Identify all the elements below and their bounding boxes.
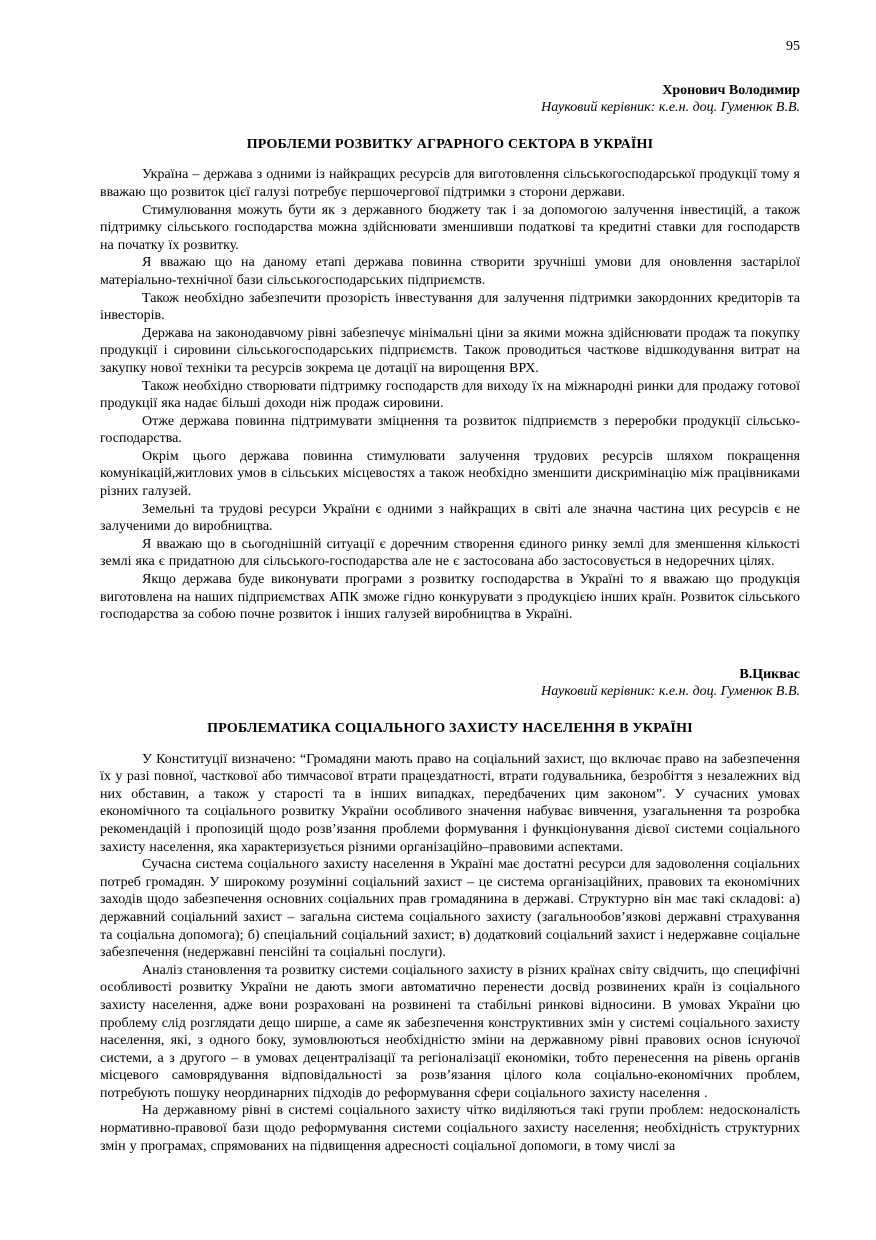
page-number: 95: [786, 39, 800, 54]
article-supervisor: Науковий керівник: к.е.н. доц. Гуменюк В.В.: [541, 684, 800, 700]
paragraph: Якщо держава буде виконувати програми з розвитку господарства в Україні то я вважаю що продукція виготовлена на наших підприємствах АПК зможе гідно конкурувати з продукцією інших країн. Розвиток сільського господарства за собою почне розвиток і інших галузей виробництва в Україні.: [100, 572, 800, 623]
paragraph: Отже держава повинна підтримувати зміцнення та розвиток підприємств з переробки продукції сільсько-господарства.: [100, 413, 800, 447]
paragraph: Україна – держава з одними із найкращих ресурсів для виготовлення сільськогосподарської продукції тому я вважаю що розвиток цієї галузі потребує першочергової підтримки з сторони держави.: [100, 167, 800, 200]
paragraph: Стимулювання можуть бути як з державного бюджету так і за допомогою залучення інвестицій, а також підтримку сільського господарства можна здійснювати зменшивши податкові та кредитні ставки для господарств на початку їх розвитку.: [100, 202, 800, 253]
article-agrarian-sector: [100, 82, 800, 624]
article-title: ПРОБЛЕМИ РОЗВИТКУ АГРАРНОГО СЕКТОРА В УКРАЇНІ: [246, 136, 654, 152]
paragraph: На державному рівні в системі соціального захисту чітко виділяються такі групи проблем: недосконалість нормативно-правової бази щодо реформування системи соціального захисту населення; необхідність структурних змін у програмах, спрямованих на підвищення адресності соціальної допомоги, в тому числі за: [100, 1103, 800, 1154]
paragraph: Окрім цього держава повинна стимулювати залучення трудових ресурсів шляхом покращення комунікацій,житлових умов в сільських місцевостях а також необхідно зменшити дискримінацію між працівниками різних галузей.: [100, 448, 800, 500]
article-author: В.Циквас: [739, 666, 800, 682]
paragraph: Я вважаю що в сьогоднішній ситуації є доречним створення єдиного ринку землі для зменшення кількості землі яка є придатною для сільського-господарства але не є застосована або застосовується в недоречних цілях.: [100, 536, 800, 570]
article-social-protection: [100, 666, 800, 1155]
paragraph: Аналіз становлення та розвитку системи соціального захисту в різних країнах світу свідчить, що специфічні особливості розвитку України не дають змоги автоматично перенести досвід розвинених країн із соціального захисту населення, адже вони розраховані на розвинені та стабільні ринкові відносини. В умовах України цю проблему слід розглядати дещо ширше, а саме як забезпечення конструктивних змін у системі соціального захисту населення, які, з одного боку, зумовлюються необхідністю зміни на державному рівні правових основ існуючої системи, а з другого – в умовах децентралізації та регіоналізації економіки, тобто перенесення на рівень органів місцевого самоврядування відповідальності за розв’язання цілого кола соціально-економічних проблем, потребують пошуку неординарних підходів до реформування сфери соціального захисту населення .: [100, 962, 800, 1101]
paragraph: Держава на законодавчому рівні забезпечує мінімальні ціни за якими можна здійснювати продаж та покупку продукції і сировини сільськогосподарських підприємств. Також проводиться часткове відшкодування витрат на закупку нової техніки та ресурсів зокрема це дотації на вирощення ВРХ.: [100, 325, 800, 376]
paragraph: Я вважаю що на даному етапі держава повинна створити зручніші умови для оновлення застарілої матеріально-технічної бази сільськогосподарських підприємств.: [100, 255, 800, 288]
paragraph: Також необхідно створювати підтримку господарств для виходу їх на міжнародні ринки для продажу готової продукції яка надає більші доходи ніж продаж сировини.: [100, 378, 800, 412]
article-author: Хронович Володимир: [662, 82, 800, 98]
article-supervisor: Науковий керівник: к.е.н. доц. Гуменюк В.В.: [541, 100, 800, 116]
paragraph: У Конституції визначено: “Громадяни мають право на соціальний захист, що включає право на забезпечення їх у разі повної, часткової або тимчасової втрати працездатності, втрати годувальника, безробіття з незалежних від них обставин, а також у старості та в інших випадках, передбачених цим законом”. У сучасних умовах економічного та соціального розвитку України особливого значення набуває вивчення, узагальнення та розробка рекомендацій і пропозицій щодо розв’язання проблеми формування і функціонування дієвої системи соціального захисту населення, яка характеризується різними організаційно–правовими аспектами.: [100, 751, 800, 855]
article-title: ПРОБЛЕМАТИКА СОЦІАЛЬНОГО ЗАХИСТУ НАСЕЛЕННЯ В УКРАЇНІ: [207, 721, 693, 736]
paragraph: Також необхідно забезпечити прозорість інвестування для залучення підтримки закордонних кредиторів та інвесторів.: [100, 290, 800, 324]
paragraph: Сучасна система соціального захисту населення в Україні має достатні ресурси для задоволення соціальних потреб громадян. У широкому розумінні соціальний захист – це система організаційних, правових та економічних заходів щодо забезпечення основних соціальних прав громадянина в державі. Структурно він має такі складові: а) державний соціальний захист – загальна система соціального захисту (загальнообов’язкові державні страхування та соціальна допомога); б) спеціальний соціальний захист; в) додатковий соціальний захист і недержавне соціальне забезпечення (недержавні пенсійні та соціальні послуги).: [100, 857, 800, 961]
paragraph: Земельні та трудові ресурси України є одними з найкращих в світі але значна частина цих ресурсів є не залученими до виробництва.: [100, 501, 800, 535]
